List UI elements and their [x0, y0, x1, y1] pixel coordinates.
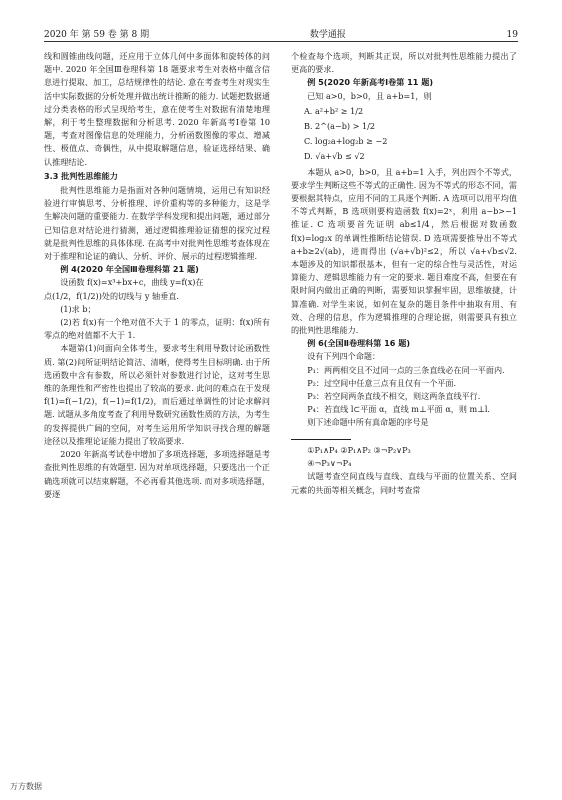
paragraph: 个检查每个选项，判断其正误，所以对批判性思维能力提出了更高的要求.: [291, 51, 517, 75]
paragraph: 本题第(1)问面向全体考生，要求考生利用导数讨论函数性质. 第(2)问所证明结论简洁、清晰，使得考生目标明确. 由于所选函数中含有参数，所以必须针对参数进行讨论，这对考生思维的条理性和严密性也提出了较高的要求. 此问的难点在于发现 f(1)=f(−1/2)，f(−1)=f(1/2)，而后通过单调性的讨论求解问题. 试题从多角度考查了利用导数研究函数性质的方法，为考生的发挥提供广阔的空间，对考生运用所学知识寻找合理的解题途径以及推理论证能力提出了较高要求.: [44, 343, 270, 446]
problem-text: 已知 a>0，b>0，且 a+b=1，则: [307, 90, 432, 101]
paragraph: 本题从 a>0，b>0，且 a+b=1 入手，列出四个不等式，要求学生判断这些不等式的正确性. 因为不等式的形态不同，需要根据其特点，应用不同的工具逐个判断. A 选项可以用平均值不等式判断，B 选项则要构造函数 f(x)=2ˣ，利用 a−b>−1 推证. C 选项要首先证明 ab≤1/4，然后根据对数函数 f(x)=log₂x 的单调性推断结论错误. D 选项需要推导出不等式 a+b≥2√(ab)，进而得出 (√a+√b)²≤2，所以 √a+√b≤√2. 本题涉及的知识都很基本，但有一定的综合性与灵活性，对运算能力、逻辑思维能力有一定的要求. 题目难度不高，但要在有限时间内做出正确的判断，需要知识掌握牢固，思维敏捷，计算准确. 对学生来说，如何在复杂的题目条件中抽取有用、有效、合理的信息，作为逻辑推理的合理论据，则需要具有独立的批判性思维能力.: [291, 166, 517, 336]
problem-part: (2)若 f(x)有一个绝对值不大于 1 的零点，证明：f(x)所有零点的绝对值都不大于 1.: [44, 317, 270, 341]
page-number: 19: [506, 30, 518, 40]
footer-watermark: 万方数据: [10, 782, 42, 791]
proposition: P₄：若直线 l⊂平面 α，直线 m⊥平面 α，则 m⊥l.: [307, 404, 490, 415]
page-header: [44, 22, 518, 40]
right-column: [291, 50, 517, 497]
choices: ①P₁∧P₄ ②P₁∧P₂ ③¬P₂∨P₃: [307, 444, 411, 455]
paragraph: 2020 年新高考试卷中增加了多项选择题，多项选择题是考查批判性思维的有效题型. 因为对单项选择题，只要选出一个正确选项就可以结束解题，不必再看其他选项. 而对多项选择题，要逐: [44, 449, 270, 499]
left-column: [44, 50, 270, 501]
option-b: B. 2^(a−b) > 1/2: [303, 121, 376, 132]
answer-blank: [291, 430, 351, 440]
section-heading: 3.3 批判性思维能力: [44, 170, 118, 181]
journal-issue: 2020 年 第 59 卷 第 8 期: [44, 30, 150, 40]
proposition: P₂：过空间中任意三点有且仅有一个平面.: [307, 377, 457, 388]
example-heading: 例 5(2020 年新高考Ⅰ卷第 11 题): [307, 77, 434, 88]
proposition: P₃：若空间两条直线不相交，则这两条直线平行.: [307, 391, 481, 402]
journal-title: 数学通报: [309, 30, 346, 40]
header-rule: [44, 41, 518, 42]
proposition: P₁：两两相交且不过同一点的三条直线必在同一平面内.: [307, 364, 505, 375]
option-d: D. √a+√b ≤ √2: [303, 151, 365, 162]
question: [291, 416, 517, 443]
option-c: C. log₂a+log₂b ≥ −2: [303, 136, 388, 147]
example-heading: 例 6(全国Ⅱ卷理科第 16 题): [307, 338, 411, 349]
problem-part: (1)求 b；: [60, 303, 96, 314]
option-a: A. a²+b² ≥ 1/2: [303, 105, 364, 116]
example-heading: 例 4(2020 年全国Ⅲ卷理科第 21 题): [60, 264, 199, 275]
paragraph: 试题考查空间直线与直线、直线与平面的位置关系、空间元素的共面等相关概念，同时考查常: [291, 471, 517, 495]
problem-text: 点(1/2，f(1/2))处的切线与 y 轴垂直.: [44, 290, 179, 301]
choices: ④¬P₃∨¬P₄: [307, 458, 352, 469]
paragraph: 批判性思维能力是指面对各种问题情境，运用已有知识经验进行审慎思考、分析推理、评价重构等的多种能力，这是学生解决问题的重要能力. 在数学学科发现和提出问题，通过部分已知信息对结论进行猜测，通过逻辑推理验证猜想的探究过程就是批判性思维的具体体现. 在高考中对批判性思维考查体现在对于推理和论证的确认、分析、评价、展示的过程逻辑推理.: [44, 185, 270, 262]
paragraph: 线和圆锥曲线问题，还应用于立体几何中多面体和旋转体的问题中. 2020 年全国Ⅲ卷理科第 18 题要求考生对表格中蕴含信息进行提取、加工，总结规律性的结论. 意在考查考生对现实生活中实际数据的分析处理并做出统计推断的能力. 试题把数据通过分类表格的形式呈现给考生，意在使考生对数据有清楚地理解，利于考生整理数据和分析思考. 2020 年新高考Ⅰ卷第 10 题，考查对图像信息的处理能力，分析函数图像的零点、增减性、极值点、奇偶性，从中提取解题信息，验证选择结果、确认推理结论.: [44, 51, 270, 167]
problem-text: 设函数 f(x)=x³+bx+c，曲线 y=f(x)在: [60, 277, 204, 288]
question-text: 则下述命题中所有真命题的序号是: [307, 417, 429, 428]
problem-text: 设有下列四个命题：: [307, 351, 381, 362]
